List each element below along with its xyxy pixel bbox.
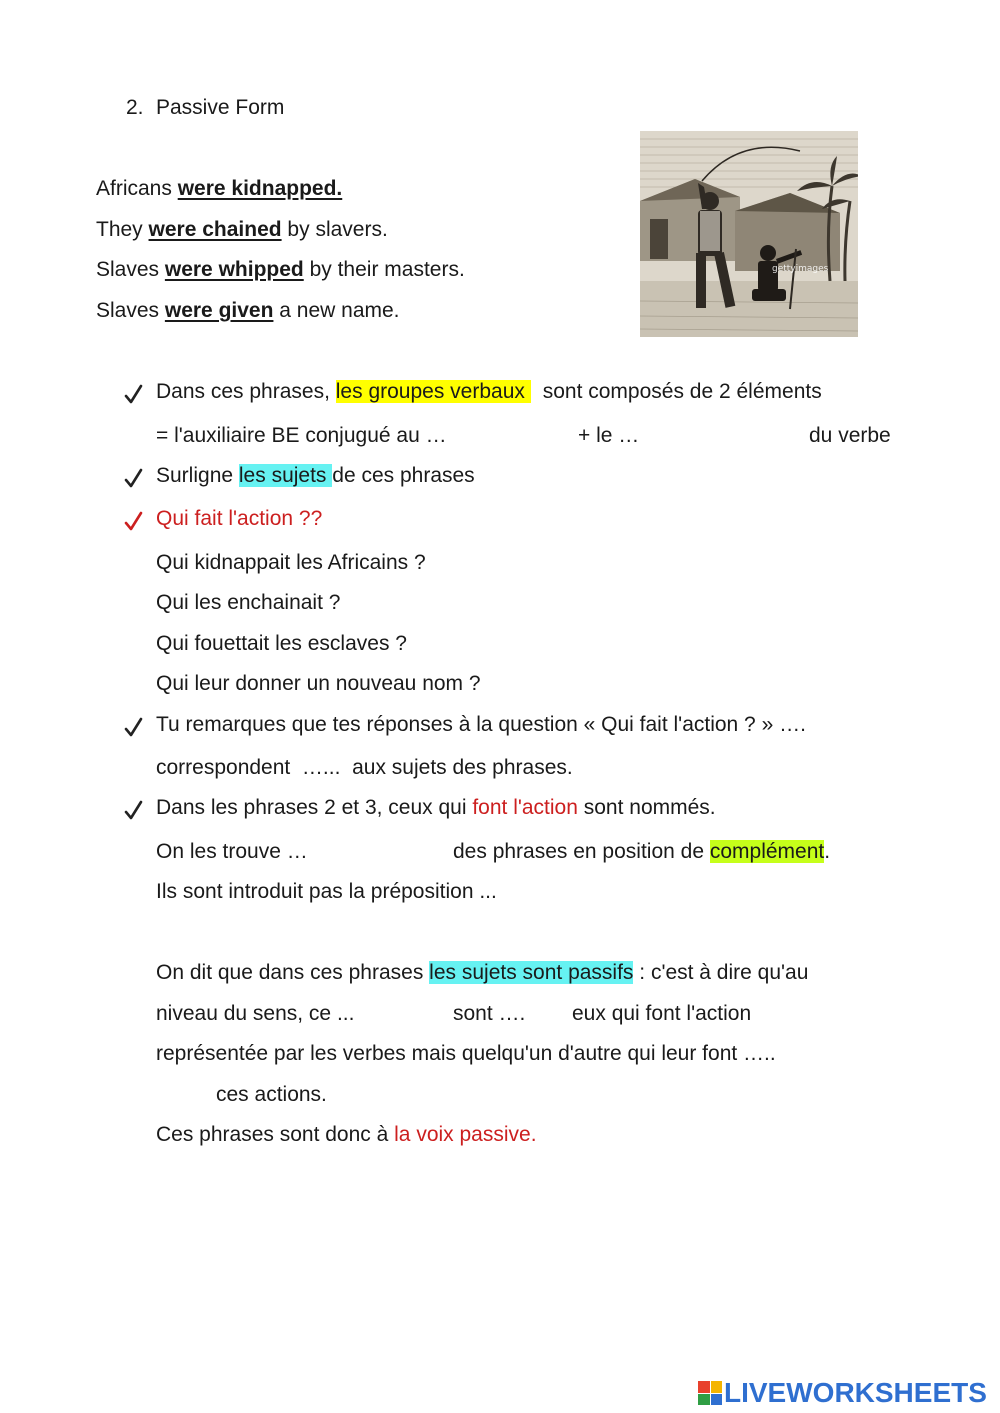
bullet-text: sont composés de 2 éléments xyxy=(542,380,822,403)
question-line: Qui kidnappait les Africains ? xyxy=(156,551,426,574)
question-line: Qui les enchainait ? xyxy=(156,591,341,614)
bullet-text: . xyxy=(824,840,831,863)
logo-text: LIVEWORKSHEETS xyxy=(724,1377,987,1408)
red-text-font-action: font l'action xyxy=(472,796,578,819)
logo-mark-icon xyxy=(698,1381,722,1405)
position-line-part2 xyxy=(453,839,830,865)
watermark-text: gettyimages xyxy=(772,264,829,274)
bullet-phrases-2-3 xyxy=(156,795,716,821)
passive-subjects-line xyxy=(156,960,808,986)
checkmark-icon xyxy=(124,465,144,491)
highlight-complement: complément xyxy=(709,840,825,863)
bullet-highlight-subjects xyxy=(156,463,475,489)
example-sentence-3 xyxy=(96,257,465,283)
example-verb: were whipped xyxy=(164,258,304,281)
paragraph-text: Ces phrases sont donc à xyxy=(156,1123,395,1146)
example-text: by their masters. xyxy=(303,258,465,281)
bullet-text: Dans ces phrases, xyxy=(156,380,336,403)
red-text-passive-voice: la voix passive. xyxy=(394,1123,537,1146)
checkmark-icon xyxy=(124,714,144,740)
sense-line-part2: sont …. xyxy=(453,1002,526,1025)
example-text: Slaves xyxy=(96,299,165,322)
checkmark-icon xyxy=(124,381,144,407)
bullet-text: des phrases en position de xyxy=(453,840,710,863)
represented-line: représentée par les verbes mais quelqu'un d'autre qui leur font ….. xyxy=(156,1042,776,1065)
question-line: Qui leur donner un nouveau nom ? xyxy=(156,672,481,695)
question-who-acts: Qui fait l'action ?? xyxy=(156,507,323,530)
liveworksheets-logo xyxy=(698,1378,987,1408)
example-sentence-2 xyxy=(96,217,388,243)
bullet-text: Surligne xyxy=(156,464,239,487)
example-text: a new name. xyxy=(273,299,400,322)
question-line: Qui fouettait les esclaves ? xyxy=(156,632,407,655)
highlight-passive-subjects: les sujets sont passifs xyxy=(429,961,634,984)
bullet-remark: Tu remarques que tes réponses à la question « Qui fait l'action ? » …. xyxy=(156,713,806,736)
bullet-text: sont nommés. xyxy=(577,796,716,819)
remark-line2: correspondent …... aux sujets des phrases. xyxy=(156,756,573,779)
checkmark-icon xyxy=(124,508,144,534)
paragraph-text: : c'est à dire qu'au xyxy=(633,961,809,984)
section-number: 2. xyxy=(126,96,144,119)
preposition-line: Ils sont introduit pas la préposition ... xyxy=(156,880,497,903)
example-text: Africans xyxy=(96,177,178,200)
highlight-subjects: les sujets xyxy=(238,464,333,487)
example-text: They xyxy=(96,218,149,241)
auxiliary-line-part2: + le … xyxy=(578,424,640,447)
slave-whipping-engraving xyxy=(640,131,858,337)
bullet-text: Dans les phrases 2 et 3, ceux qui xyxy=(156,796,473,819)
example-text: Slaves xyxy=(96,258,165,281)
example-verb: were kidnapped. xyxy=(177,177,343,200)
example-sentence-4 xyxy=(96,298,400,324)
conclusion-line xyxy=(156,1122,537,1148)
example-text: by slavers. xyxy=(281,218,388,241)
highlight-verb-groups: les groupes verbaux xyxy=(335,380,531,403)
checkmark-icon xyxy=(124,797,144,823)
bullet-text: de ces phrases xyxy=(332,464,475,487)
actions-line: ces actions. xyxy=(216,1083,327,1106)
position-line-part1: On les trouve … xyxy=(156,840,308,863)
bullet-verb-groups xyxy=(156,379,822,405)
engraving-drawing xyxy=(640,131,858,337)
example-sentence-1 xyxy=(96,176,342,202)
paragraph-text: On dit que dans ces phrases xyxy=(156,961,430,984)
example-verb: were given xyxy=(164,299,274,322)
section-title: Passive Form xyxy=(156,96,285,119)
sense-line-part1: niveau du sens, ce ... xyxy=(156,1002,355,1025)
auxiliary-line-part1: = l'auxiliaire BE conjugué au … xyxy=(156,424,447,447)
example-verb: were chained xyxy=(148,218,282,241)
auxiliary-line-part3: du verbe xyxy=(809,424,891,447)
sense-line-part3: eux qui font l'action xyxy=(572,1002,752,1025)
